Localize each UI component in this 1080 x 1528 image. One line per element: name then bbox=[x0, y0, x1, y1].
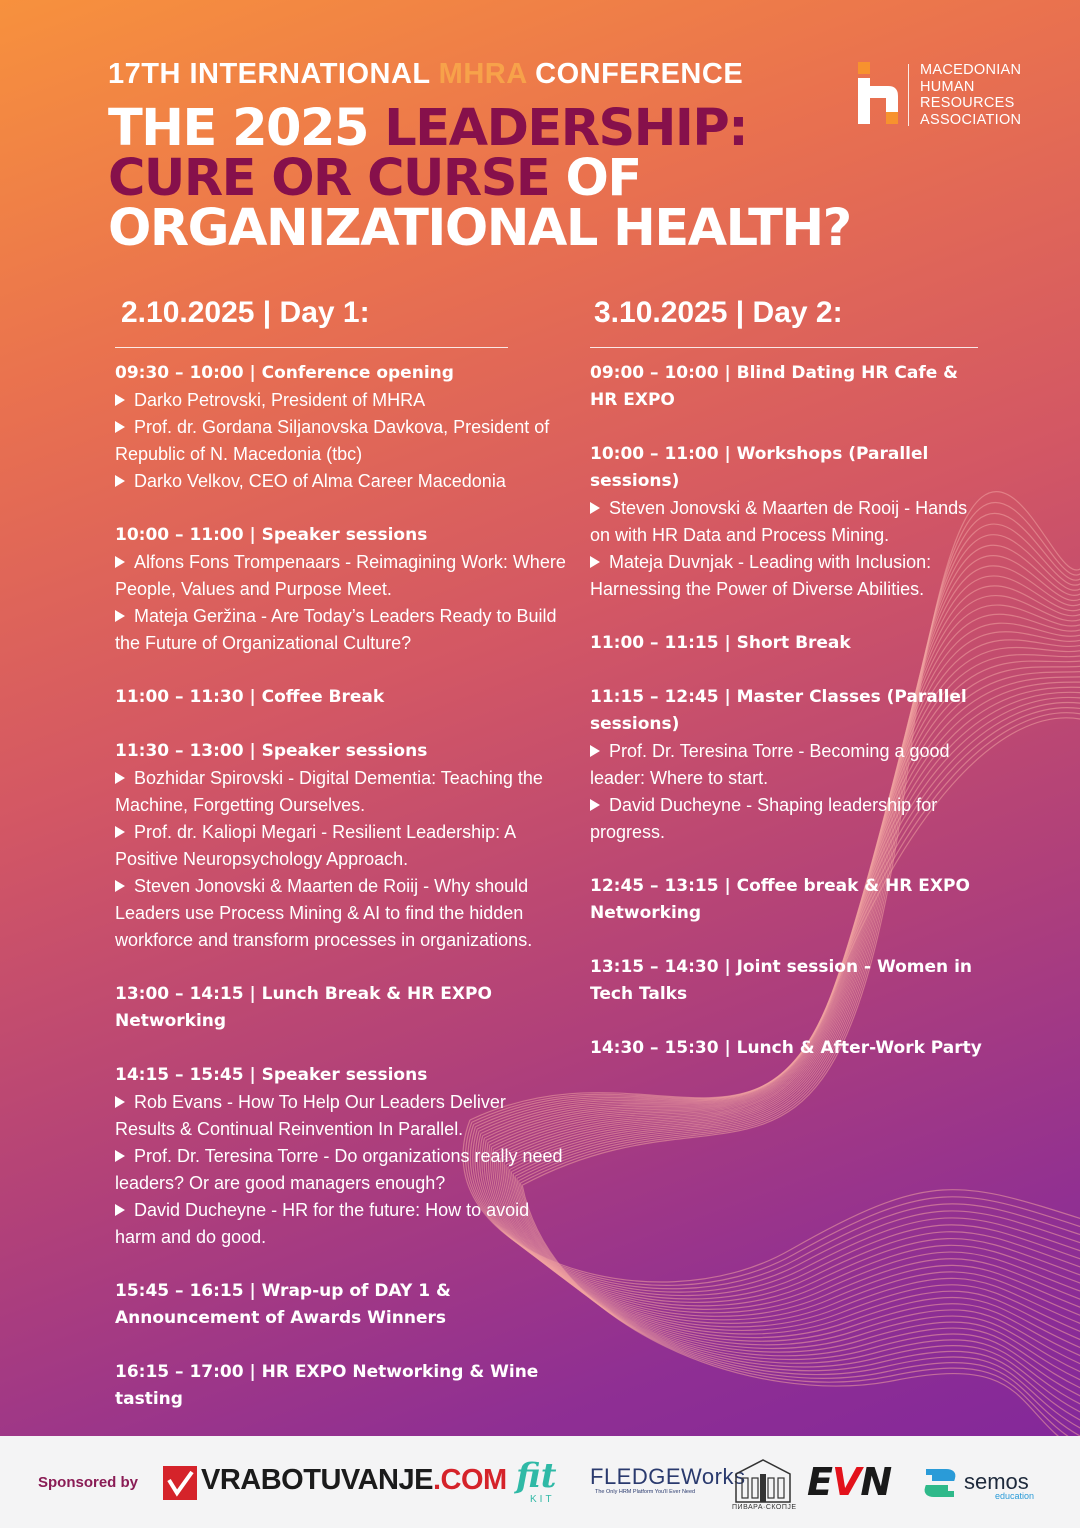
logo-line: HUMAN bbox=[920, 78, 975, 95]
session-time-title: 14:30 – 15:30 | Lunch & After-Work Party bbox=[590, 1038, 982, 1058]
session-speaker-text: Prof. dr. Gordana Siljanovska Davkova, President of Republic of N. Macedonia (tbc) bbox=[115, 417, 550, 464]
schedule-session bbox=[590, 684, 982, 846]
logo-divider bbox=[908, 64, 909, 126]
session-time-title: 14:15 – 15:45 | Speaker sessions bbox=[115, 1065, 428, 1085]
triangle-bullet-icon bbox=[115, 394, 125, 406]
semos-sub: education bbox=[995, 1491, 1035, 1501]
day2-schedule bbox=[590, 360, 982, 1089]
session-speaker-text: Darko Velkov, CEO of Alma Career Macedonia bbox=[134, 471, 506, 491]
session-time-title: 13:00 – 14:15 | Lunch Break & HR EXPO Networking bbox=[115, 984, 492, 1031]
subtitle-post: CONFERENCE bbox=[526, 58, 744, 90]
session-time-title: 11:00 – 11:30 | Coffee Break bbox=[115, 687, 385, 707]
session-speaker-text: Steven Jonovski & Maarten de Roiij - Why should Leaders use Process Mining & AI to find the hidden workforce and transform processes in organizations. bbox=[115, 876, 533, 950]
session-speaker-text: Steven Jonovski & Maarten de Rooij - Hands on with HR Data and Process Mining. bbox=[590, 498, 968, 545]
triangle-bullet-icon bbox=[115, 1204, 125, 1216]
session-time-title: 10:00 – 11:00 | Speaker sessions bbox=[115, 525, 428, 545]
schedule-session bbox=[115, 738, 567, 954]
session-time-title: 13:15 – 14:30 | Joint session - Women in Tech Talks bbox=[590, 957, 972, 1004]
triangle-bullet-icon bbox=[115, 475, 125, 487]
session-speaker-item bbox=[590, 792, 982, 846]
mhra-h-logo-icon bbox=[858, 62, 902, 126]
session-speaker-item bbox=[115, 1197, 567, 1251]
evn-letter-accent: V bbox=[831, 1460, 861, 1504]
triangle-bullet-icon bbox=[115, 421, 125, 433]
triangle-bullet-icon bbox=[590, 502, 600, 514]
fitkit-logo: fit bbox=[516, 1456, 557, 1496]
schedule-session bbox=[590, 873, 982, 927]
subtitle-accent: MHRA bbox=[438, 58, 527, 90]
session-time-title: 16:15 – 17:00 | HR EXPO Networking & Wine tasting bbox=[115, 1362, 539, 1409]
session-time-title: 09:00 – 10:00 | Blind Dating HR Cafe & HR EXPO bbox=[590, 363, 958, 410]
triangle-bullet-icon bbox=[115, 772, 125, 784]
session-speaker-text: Prof. Dr. Teresina Torre - Becoming a good leader: Where to start. bbox=[590, 741, 950, 788]
fitkit-sub: KIT bbox=[530, 1494, 555, 1505]
brewery-logo-text: ПИВАРА·СКОПЈЕ bbox=[732, 1504, 797, 1511]
session-speaker-text: Darko Petrovski, President of MHRA bbox=[134, 390, 426, 410]
mhra-logo bbox=[858, 62, 1038, 132]
fledgeworks-tagline: The Only HRM Platform You'll Ever Need bbox=[595, 1489, 696, 1495]
day1-rule bbox=[115, 347, 508, 348]
session-time-title: 11:15 – 12:45 | Master Classes (Parallel sessions) bbox=[590, 687, 967, 734]
headline-part: OF bbox=[549, 149, 641, 208]
session-speaker-item bbox=[115, 1143, 567, 1197]
schedule-session bbox=[115, 1359, 567, 1413]
sponsored-by-label: Sponsored by bbox=[38, 1474, 139, 1491]
session-speaker-item bbox=[590, 549, 982, 603]
session-speaker-text: Bozhidar Spirovski - Digital Dementia: Teaching the Machine, Forgetting Ourselves. bbox=[115, 768, 543, 815]
semos-logo-icon bbox=[922, 1466, 958, 1500]
conference-headline bbox=[108, 99, 948, 258]
logo-line: MACEDONIAN bbox=[920, 62, 1022, 78]
headline-part-accent: CURE OR CURSE bbox=[108, 149, 550, 208]
session-speaker-item bbox=[590, 495, 982, 549]
evn-letter: E bbox=[807, 1460, 832, 1504]
schedule-session bbox=[115, 360, 567, 495]
headline-part-accent: LEADERSHIP: bbox=[384, 99, 748, 158]
vrabotuvanje-logo-icon bbox=[163, 1466, 197, 1500]
session-time-title: 11:30 – 13:00 | Speaker sessions bbox=[115, 741, 428, 761]
session-speaker-item bbox=[115, 414, 567, 468]
headline-part: ORGANIZATIONAL HEALTH? bbox=[108, 199, 851, 258]
triangle-bullet-icon bbox=[590, 799, 600, 811]
triangle-bullet-icon bbox=[115, 1150, 125, 1162]
vrabotuvanje-logo bbox=[201, 1464, 507, 1497]
day1-schedule bbox=[115, 360, 567, 1436]
day2-heading: 3.10.2025 | Day 2: bbox=[594, 296, 843, 329]
schedule-session bbox=[115, 1062, 567, 1251]
session-speaker-item bbox=[115, 387, 567, 414]
session-time-title: 12:45 – 13:15 | Coffee break & HR EXPO Networking bbox=[590, 876, 970, 923]
headline-part: THE 2025 bbox=[108, 99, 385, 158]
session-speaker-item bbox=[115, 603, 567, 657]
session-speaker-text: Alfons Fons Trompenaars - Reimagining Work: Where People, Values and Purpose Meet. bbox=[115, 552, 566, 599]
schedule-session bbox=[115, 684, 567, 711]
session-speaker-text: Prof. dr. Kaliopi Megari - Resilient Leadership: A Positive Neuropsychology Approach. bbox=[115, 822, 516, 869]
schedule-session bbox=[590, 360, 982, 414]
triangle-bullet-icon bbox=[590, 745, 600, 757]
triangle-bullet-icon bbox=[115, 826, 125, 838]
session-speaker-text: Mateja Geržina - Are Today’s Leaders Ready to Build the Future of Organizational Culture? bbox=[115, 606, 557, 653]
session-speaker-text: Rob Evans - How To Help Our Leaders Deliver Results & Continual Reinvention In Parallel. bbox=[115, 1092, 506, 1139]
session-speaker-item bbox=[115, 468, 567, 495]
session-speaker-item bbox=[590, 738, 982, 792]
session-speaker-text: Mateja Duvnjak - Leading with Inclusion: Harnessing the Power of Diverse Abilities. bbox=[590, 552, 932, 599]
session-speaker-item bbox=[115, 549, 567, 603]
sponsor-footer bbox=[0, 1436, 1080, 1528]
schedule-session bbox=[115, 981, 567, 1035]
schedule-session bbox=[115, 522, 567, 657]
logo-line: ASSOCIATION bbox=[920, 111, 1022, 128]
session-speaker-text: David Ducheyne - HR for the future: How to avoid harm and do good. bbox=[115, 1200, 530, 1247]
schedule-session bbox=[590, 954, 982, 1008]
day1-heading: 2.10.2025 | Day 1: bbox=[121, 296, 370, 329]
session-speaker-item bbox=[115, 1089, 567, 1143]
day2-rule bbox=[590, 347, 978, 348]
session-speaker-item bbox=[115, 873, 567, 954]
logo-line: RESOURCES bbox=[920, 95, 1015, 111]
triangle-bullet-icon bbox=[115, 880, 125, 892]
vrabotuvanje-name: VRABOTUVANJE bbox=[201, 1464, 433, 1496]
fledgeworks-logo: FLEDGEWorks bbox=[590, 1464, 746, 1489]
schedule-session bbox=[590, 630, 982, 657]
session-speaker-item bbox=[115, 819, 567, 873]
session-time-title: 09:30 – 10:00 | Conference opening bbox=[115, 363, 454, 383]
triangle-bullet-icon bbox=[115, 556, 125, 568]
schedule-session bbox=[115, 1278, 567, 1332]
triangle-bullet-icon bbox=[590, 556, 600, 568]
subtitle-pre: 17TH INTERNATIONAL bbox=[108, 58, 439, 90]
session-speaker-text: David Ducheyne - Shaping leadership for progress. bbox=[590, 795, 938, 842]
evn-letter: N bbox=[860, 1460, 892, 1504]
session-time-title: 15:45 – 16:15 | Wrap-up of DAY 1 & Announcement of Awards Winners bbox=[115, 1281, 451, 1328]
evn-logo bbox=[807, 1460, 891, 1504]
brewery-building-logo-icon bbox=[732, 1454, 794, 1504]
conference-subtitle bbox=[108, 58, 828, 91]
schedule-session bbox=[590, 1035, 982, 1062]
schedule-session bbox=[590, 441, 982, 603]
semos-logo: semos bbox=[964, 1469, 1029, 1494]
logo-org-name bbox=[920, 62, 1021, 128]
session-speaker-item bbox=[115, 765, 567, 819]
vrabotuvanje-tld: .COM bbox=[432, 1464, 507, 1496]
session-time-title: 10:00 – 11:00 | Workshops (Parallel sessions) bbox=[590, 444, 929, 491]
triangle-bullet-icon bbox=[115, 1096, 125, 1108]
session-speaker-text: Prof. Dr. Teresina Torre - Do organizations really need leaders? Or are good managers enough? bbox=[115, 1146, 563, 1193]
triangle-bullet-icon bbox=[115, 610, 125, 622]
session-time-title: 11:00 – 11:15 | Short Break bbox=[590, 633, 851, 653]
